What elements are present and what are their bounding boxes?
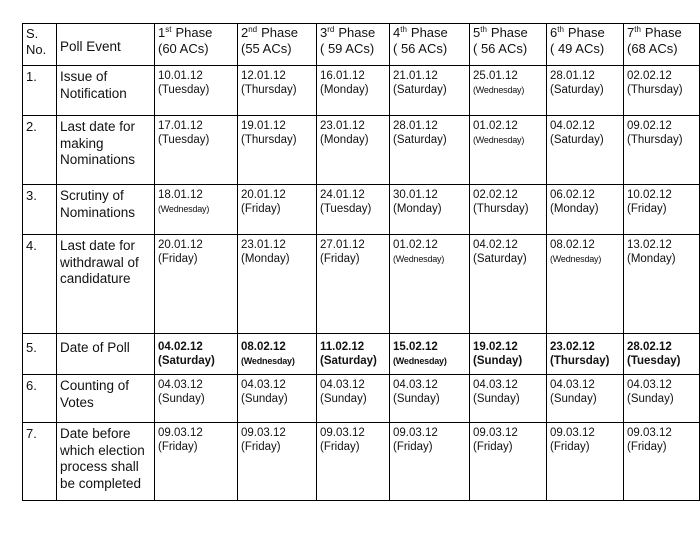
schedule-cell xyxy=(470,66,547,116)
weekday-value: (Friday) xyxy=(550,441,590,453)
phase-header-4 xyxy=(390,24,470,66)
weekday-value: (Sunday) xyxy=(241,393,288,405)
schedule-cell xyxy=(238,185,317,235)
weekday-value: (Monday) xyxy=(393,203,442,215)
schedule-cell xyxy=(238,116,317,185)
date-value: 09.03.12 xyxy=(241,427,286,439)
phase-acs: ( 59 ACs) xyxy=(320,41,375,56)
date-value: 04.03.12 xyxy=(627,379,672,391)
date-value: 08.02.12 xyxy=(550,239,595,251)
schedule-cell xyxy=(238,423,317,501)
date-value: 09.02.12 xyxy=(627,120,672,132)
date-value: 20.01.12 xyxy=(241,189,286,201)
weekday-value: (Thursday) xyxy=(550,355,610,367)
weekday-value: (Friday) xyxy=(320,253,360,265)
schedule-cell xyxy=(624,116,700,185)
schedule-cell xyxy=(317,116,390,185)
schedule-cell xyxy=(390,185,470,235)
phase-header-5 xyxy=(470,24,547,66)
date-value: 09.03.12 xyxy=(627,427,672,439)
weekday-value: (Friday) xyxy=(627,441,667,453)
phase-header-3 xyxy=(317,24,390,66)
date-value: 15.02.12 xyxy=(393,341,438,353)
date-value: 28.01.12 xyxy=(550,70,595,82)
poll-event-name: Issue of Notification xyxy=(57,66,155,116)
schedule-cell xyxy=(317,235,390,334)
phase-ordinal-suffix: nd xyxy=(248,25,258,34)
schedule-cell xyxy=(155,185,238,235)
date-value: 04.02.12 xyxy=(550,120,595,132)
table-row xyxy=(23,235,700,334)
phase-word: Phase xyxy=(567,25,605,40)
date-value: 30.01.12 xyxy=(393,189,438,201)
date-value: 23.01.12 xyxy=(241,239,286,251)
weekday-value: (Saturday) xyxy=(393,134,447,146)
phase-header-1 xyxy=(155,24,238,66)
weekday-value: (Saturday) xyxy=(473,253,527,265)
weekday-value: (Monday) xyxy=(550,203,599,215)
schedule-cell xyxy=(470,375,547,423)
date-value: 04.03.12 xyxy=(241,379,286,391)
weekday-value: (Monday) xyxy=(627,253,676,265)
table-row xyxy=(23,423,700,501)
date-value: 12.01.12 xyxy=(241,70,286,82)
phase-number: 2 xyxy=(241,25,249,40)
weekday-value: (Monday) xyxy=(320,84,369,96)
weekday-value: (Sunday) xyxy=(473,393,520,405)
phase-number: 1 xyxy=(158,25,166,40)
weekday-value: (Sunday) xyxy=(158,393,205,405)
date-value: 11.02.12 xyxy=(320,341,365,353)
date-value: 23.02.12 xyxy=(550,341,595,353)
phase-ordinal-suffix: th xyxy=(634,25,641,34)
phase-acs: ( 49 ACs) xyxy=(550,41,605,56)
poll-event-name: Date of Poll xyxy=(57,334,155,375)
schedule-cell xyxy=(317,66,390,116)
date-value: 28.02.12 xyxy=(627,341,672,353)
weekday-value: (Sunday) xyxy=(320,393,367,405)
weekday-value: (Wednesday) xyxy=(241,356,295,366)
table-row xyxy=(23,66,700,116)
date-value: 02.02.12 xyxy=(627,70,672,82)
phase-acs: (55 ACs) xyxy=(241,41,292,56)
weekday-value: (Saturday) xyxy=(320,355,377,367)
weekday-value: (Thursday) xyxy=(241,134,297,146)
schedule-table-wrapper xyxy=(22,23,700,501)
date-value: 16.01.12 xyxy=(320,70,365,82)
date-value: 21.01.12 xyxy=(393,70,438,82)
phase-title xyxy=(241,25,313,41)
phase-number: 3 xyxy=(320,25,328,40)
phase-title xyxy=(393,25,466,41)
schedule-cell xyxy=(624,334,700,375)
phase-header-7 xyxy=(624,24,700,66)
date-value: 18.01.12 xyxy=(158,189,203,201)
date-value: 04.02.12 xyxy=(473,239,518,251)
schedule-cell xyxy=(470,185,547,235)
date-value: 25.01.12 xyxy=(473,70,518,82)
date-value: 04.03.12 xyxy=(320,379,365,391)
date-value: 09.03.12 xyxy=(550,427,595,439)
weekday-value: (Sunday) xyxy=(550,393,597,405)
schedule-cell xyxy=(547,375,624,423)
weekday-value: (Friday) xyxy=(393,441,433,453)
schedule-cell xyxy=(624,423,700,501)
schedule-cell xyxy=(624,66,700,116)
phase-acs: (68 ACs) xyxy=(627,41,678,56)
sno-header: S. No. xyxy=(23,24,57,66)
serial-number: 5. xyxy=(23,334,57,375)
schedule-cell xyxy=(624,235,700,334)
schedule-cell xyxy=(547,423,624,501)
schedule-cell xyxy=(390,66,470,116)
schedule-cell xyxy=(390,423,470,501)
schedule-cell xyxy=(624,185,700,235)
phase-acs: ( 56 ACs) xyxy=(393,41,448,56)
date-value: 02.02.12 xyxy=(473,189,518,201)
weekday-value: (Sunday) xyxy=(393,393,440,405)
phase-title xyxy=(473,25,543,41)
serial-number: 7. xyxy=(23,423,57,501)
date-value: 09.03.12 xyxy=(473,427,518,439)
serial-number: 1. xyxy=(23,66,57,116)
date-value: 28.01.12 xyxy=(393,120,438,132)
date-value: 01.02.12 xyxy=(393,239,438,251)
weekday-value: (Friday) xyxy=(627,203,667,215)
poll-event-name: Last date for making Nominations xyxy=(57,116,155,185)
schedule-cell xyxy=(155,375,238,423)
weekday-value: (Friday) xyxy=(158,253,198,265)
schedule-cell xyxy=(470,334,547,375)
phase-acs: (60 ACs) xyxy=(158,41,209,56)
weekday-value: (Monday) xyxy=(241,253,290,265)
schedule-cell xyxy=(317,185,390,235)
weekday-value: (Thursday) xyxy=(627,84,683,96)
poll-event-header: Poll Event xyxy=(57,24,155,66)
date-value: 10.02.12 xyxy=(627,189,672,201)
schedule-cell xyxy=(155,235,238,334)
header-row xyxy=(23,24,700,66)
weekday-value: (Monday) xyxy=(320,134,369,146)
date-value: 04.03.12 xyxy=(393,379,438,391)
date-value: 23.01.12 xyxy=(320,120,365,132)
schedule-cell xyxy=(155,66,238,116)
table-row xyxy=(23,375,700,423)
weekday-value: (Friday) xyxy=(241,203,281,215)
phase-word: Phase xyxy=(175,25,213,40)
weekday-value: (Saturday) xyxy=(158,355,215,367)
phase-ordinal-suffix: rd xyxy=(327,25,335,34)
date-value: 19.02.12 xyxy=(473,341,518,353)
phase-ordinal-suffix: th xyxy=(480,25,487,34)
phase-number: 6 xyxy=(550,25,558,40)
phase-word: Phase xyxy=(410,25,448,40)
weekday-value: (Saturday) xyxy=(550,134,604,146)
schedule-cell xyxy=(238,334,317,375)
weekday-value: (Friday) xyxy=(320,441,360,453)
date-value: 19.01.12 xyxy=(241,120,286,132)
serial-number: 3. xyxy=(23,185,57,235)
weekday-value: (Wednesday) xyxy=(550,254,602,264)
phase-word: Phase xyxy=(338,25,376,40)
date-value: 01.02.12 xyxy=(473,120,518,132)
schedule-cell xyxy=(317,423,390,501)
weekday-value: (Friday) xyxy=(241,441,281,453)
weekday-value: (Tuesday) xyxy=(320,203,372,215)
poll-event-name: Scrutiny of Nominations xyxy=(57,185,155,235)
weekday-value: (Wednesday) xyxy=(158,204,210,214)
weekday-value: (Sunday) xyxy=(473,355,523,367)
date-value: 08.02.12 xyxy=(241,341,286,353)
weekday-value: (Wednesday) xyxy=(473,85,525,95)
phase-ordinal-suffix: th xyxy=(400,25,407,34)
weekday-value: (Tuesday) xyxy=(627,355,681,367)
schedule-cell xyxy=(390,235,470,334)
weekday-value: (Thursday) xyxy=(241,84,297,96)
schedule-cell xyxy=(390,375,470,423)
weekday-value: (Thursday) xyxy=(473,203,529,215)
election-schedule-table xyxy=(22,23,700,501)
date-value: 27.01.12 xyxy=(320,239,365,251)
phase-header-2 xyxy=(238,24,317,66)
phase-word: Phase xyxy=(490,25,528,40)
date-value: 09.03.12 xyxy=(320,427,365,439)
phase-number: 5 xyxy=(473,25,481,40)
serial-number: 4. xyxy=(23,235,57,334)
weekday-value: (Tuesday) xyxy=(158,134,210,146)
serial-number: 2. xyxy=(23,116,57,185)
schedule-cell xyxy=(155,116,238,185)
schedule-cell xyxy=(317,375,390,423)
schedule-cell xyxy=(547,66,624,116)
table-row xyxy=(23,185,700,235)
phase-acs: ( 56 ACs) xyxy=(473,41,528,56)
poll-event-name: Date before which election process shall be completed xyxy=(57,423,155,501)
schedule-cell xyxy=(238,235,317,334)
weekday-value: (Wednesday) xyxy=(393,254,445,264)
phase-header-6 xyxy=(547,24,624,66)
weekday-value: (Sunday) xyxy=(627,393,674,405)
table-row xyxy=(23,116,700,185)
phase-number: 4 xyxy=(393,25,401,40)
schedule-cell xyxy=(470,116,547,185)
weekday-value: (Friday) xyxy=(158,441,198,453)
phase-title xyxy=(158,25,234,41)
poll-event-name: Counting of Votes xyxy=(57,375,155,423)
schedule-cell xyxy=(547,185,624,235)
serial-number: 6. xyxy=(23,375,57,423)
poll-event-name: Last date for withdrawal of candidature xyxy=(57,235,155,334)
date-value: 04.03.12 xyxy=(158,379,203,391)
date-value: 17.01.12 xyxy=(158,120,203,132)
date-value: 13.02.12 xyxy=(627,239,672,251)
table-row xyxy=(23,334,700,375)
phase-word: Phase xyxy=(644,25,682,40)
date-value: 10.01.12 xyxy=(158,70,203,82)
weekday-value: (Tuesday) xyxy=(158,84,210,96)
phase-title xyxy=(550,25,620,41)
weekday-value: (Wednesday) xyxy=(393,356,447,366)
date-value: 04.02.12 xyxy=(158,341,203,353)
phase-title xyxy=(627,25,696,41)
phase-word: Phase xyxy=(261,25,299,40)
weekday-value: (Thursday) xyxy=(627,134,683,146)
weekday-value: (Friday) xyxy=(473,441,513,453)
schedule-cell xyxy=(238,375,317,423)
schedule-cell xyxy=(155,423,238,501)
phase-ordinal-suffix: th xyxy=(557,25,564,34)
weekday-value: (Wednesday) xyxy=(473,135,525,145)
weekday-value: (Saturday) xyxy=(550,84,604,96)
schedule-cell xyxy=(470,235,547,334)
date-value: 06.02.12 xyxy=(550,189,595,201)
schedule-cell xyxy=(238,66,317,116)
schedule-cell xyxy=(155,334,238,375)
schedule-cell xyxy=(390,116,470,185)
schedule-cell xyxy=(317,334,390,375)
phase-ordinal-suffix: st xyxy=(165,25,172,34)
phase-number: 7 xyxy=(627,25,635,40)
schedule-cell xyxy=(470,423,547,501)
date-value: 09.03.12 xyxy=(158,427,203,439)
schedule-cell xyxy=(547,116,624,185)
phase-title xyxy=(320,25,386,41)
schedule-cell xyxy=(390,334,470,375)
schedule-cell xyxy=(624,375,700,423)
date-value: 09.03.12 xyxy=(393,427,438,439)
date-value: 24.01.12 xyxy=(320,189,365,201)
date-value: 04.03.12 xyxy=(550,379,595,391)
weekday-value: (Saturday) xyxy=(393,84,447,96)
date-value: 20.01.12 xyxy=(158,239,203,251)
schedule-cell xyxy=(547,235,624,334)
date-value: 04.03.12 xyxy=(473,379,518,391)
schedule-cell xyxy=(547,334,624,375)
